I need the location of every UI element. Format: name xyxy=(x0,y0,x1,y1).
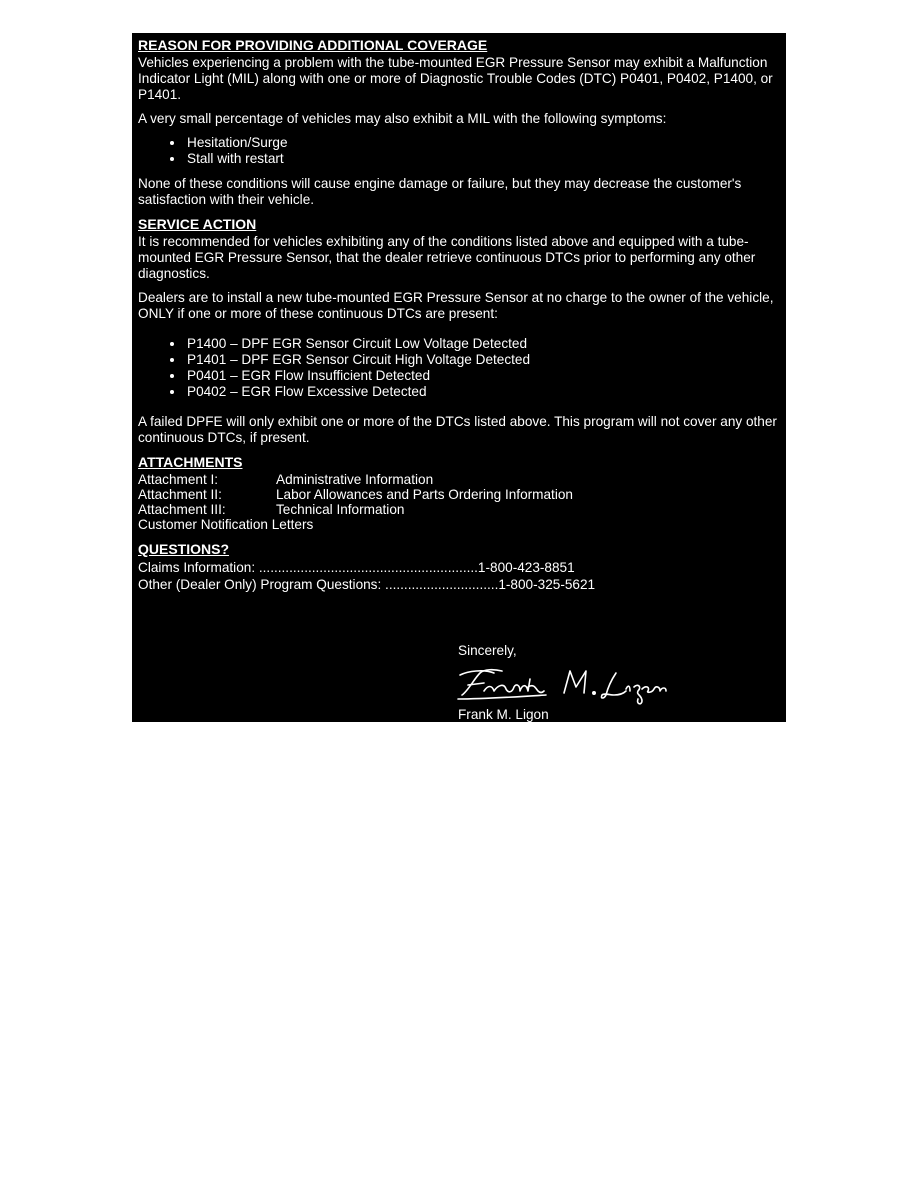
program-questions-line: Other (Dealer Only) Program Questions: ..............................1-800-325-5621 xyxy=(138,577,596,592)
attachments-section xyxy=(138,454,778,532)
service-paragraph-3: A failed DPFE will only exhibit one or more of the DTCs listed above. This program will not cover any other continuous DTCs, if present. xyxy=(138,414,777,445)
symptom-list xyxy=(138,135,778,167)
dtc-list xyxy=(138,336,778,400)
attachment-key: Attachment III: xyxy=(138,502,226,517)
attachments-heading: ATTACHMENTS xyxy=(138,454,243,470)
attachment-row xyxy=(138,487,778,502)
reason-heading: REASON FOR PROVIDING ADDITIONAL COVERAGE xyxy=(138,37,488,53)
salutation: Sincerely, xyxy=(458,643,517,658)
reason-paragraph-3: None of these conditions will cause engine damage or failure, but they may decrease the customer's satisfaction with their vehicle. xyxy=(138,176,742,207)
attachment-value: Labor Allowances and Parts Ordering Information xyxy=(276,487,573,502)
service-heading: SERVICE ACTION xyxy=(138,216,257,232)
attachment-key: Attachment I: xyxy=(138,472,219,487)
reason-section xyxy=(138,37,778,208)
attachment-key: Attachment II: xyxy=(138,487,222,502)
claims-line: Claims Information: ..........................................................1-800-423-8851 xyxy=(138,560,575,575)
signature-block xyxy=(458,643,758,723)
dtc-item: • P0401 – EGR Flow Insufficient Detected xyxy=(185,368,778,384)
service-section xyxy=(138,216,778,446)
attachment-row xyxy=(138,472,778,487)
dtc-item: • P1401 – DPF EGR Sensor Circuit High Voltage Detected xyxy=(185,352,778,368)
reason-paragraph-1: Vehicles experiencing a problem with the tube-mounted EGR Pressure Sensor may exhibit a Malfunction Indicator Light (MIL) along with one or more of Diagnostic Trouble Codes (DTC) P0401, P0402, P1400, or P1401. xyxy=(138,55,773,102)
symptom-item: • Stall with restart xyxy=(185,151,778,167)
attachment-value: Technical Information xyxy=(276,502,405,517)
attachments-list xyxy=(138,472,778,532)
reason-paragraph-2: A very small percentage of vehicles may also exhibit a MIL with the following symptoms: xyxy=(138,111,667,126)
dtc-item: • P1400 – DPF EGR Sensor Circuit Low Voltage Detected xyxy=(185,336,778,352)
attachment-extra xyxy=(138,517,778,532)
symptom-item: • Hesitation/Surge xyxy=(185,135,778,151)
service-paragraph-1: It is recommended for vehicles exhibiting any of the conditions listed above and equipped with a tube-mounted EGR Pressure Sensor, that the dealer retrieve continuous DTCs prior to performing any other diagnostics. xyxy=(138,234,756,281)
questions-section xyxy=(138,541,778,593)
attachment-row xyxy=(138,502,778,517)
attachment-extra-text: Customer Notification Letters xyxy=(138,517,314,532)
handwritten-signature xyxy=(454,665,674,705)
dtc-item: • P0402 – EGR Flow Excessive Detected xyxy=(185,384,778,400)
document-panel xyxy=(132,33,786,722)
service-paragraph-2: Dealers are to install a new tube-mounted EGR Pressure Sensor at no charge to the owner of the vehicle, ONLY if one or more of these continuous DTCs are present: xyxy=(138,290,774,321)
signer-name: Frank M. Ligon xyxy=(458,707,549,722)
attachment-value: Administrative Information xyxy=(276,472,434,487)
questions-heading: QUESTIONS? xyxy=(138,541,230,557)
